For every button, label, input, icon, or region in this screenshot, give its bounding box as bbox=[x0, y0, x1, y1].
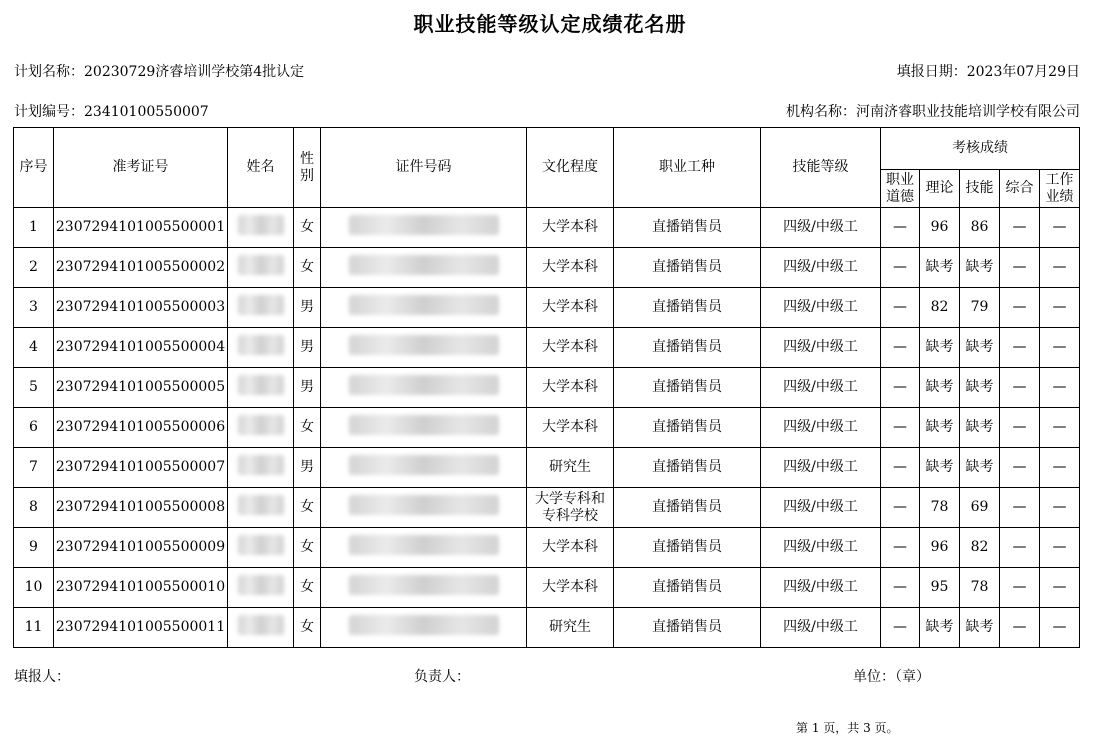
table-row bbox=[14, 448, 1080, 488]
cell-theory: 96 bbox=[920, 528, 960, 568]
cell-level: 四级/中级工 bbox=[761, 288, 881, 328]
cell-overall: — bbox=[1000, 208, 1040, 248]
header-education: 文化程度 bbox=[527, 128, 614, 208]
redacted-name bbox=[238, 615, 284, 635]
plan-number-label: 计划编号： bbox=[14, 104, 84, 120]
redacted-id bbox=[349, 215, 499, 235]
page-info: 第 1 页，共 3 页。 bbox=[796, 721, 899, 735]
cell-work: — bbox=[1040, 488, 1080, 528]
cell-name-redacted bbox=[228, 568, 294, 608]
cell-occupation: 直播销售员 bbox=[614, 568, 761, 608]
cell-theory: 82 bbox=[920, 288, 960, 328]
cell-theory: 95 bbox=[920, 568, 960, 608]
cell-work: — bbox=[1040, 608, 1080, 648]
plan-name bbox=[14, 61, 304, 81]
cell-education bbox=[527, 328, 614, 368]
plan-name-value: 20230729济睿培训学校第4批认定 bbox=[84, 64, 305, 80]
redacted-id bbox=[349, 295, 499, 315]
redacted-name bbox=[238, 415, 284, 435]
header-overall: 综合 bbox=[1000, 170, 1040, 208]
cell-seq: 8 bbox=[14, 488, 54, 528]
header-work-line2: 业绩 bbox=[1045, 188, 1074, 205]
redacted-name bbox=[238, 375, 284, 395]
cell-name-redacted bbox=[228, 208, 294, 248]
cell-gender: 男 bbox=[294, 448, 321, 488]
cell-level: 四级/中级工 bbox=[761, 408, 881, 448]
header-work bbox=[1040, 170, 1080, 208]
table-row bbox=[14, 368, 1080, 408]
cell-level: 四级/中级工 bbox=[761, 528, 881, 568]
cell-id-redacted bbox=[321, 568, 527, 608]
cell-level: 四级/中级工 bbox=[761, 248, 881, 288]
cell-skill: 缺考 bbox=[960, 248, 1000, 288]
header-skill: 技能 bbox=[960, 170, 1000, 208]
cell-skill: 69 bbox=[960, 488, 1000, 528]
header-name: 姓名 bbox=[228, 128, 294, 208]
cell-name-redacted bbox=[228, 368, 294, 408]
organization-label: 机构名称： bbox=[786, 104, 856, 120]
cell-theory: 缺考 bbox=[920, 368, 960, 408]
cell-education bbox=[527, 608, 614, 648]
cell-skill: 缺考 bbox=[960, 608, 1000, 648]
cell-overall: — bbox=[1000, 448, 1040, 488]
cell-education bbox=[527, 448, 614, 488]
cell-occupation: 直播销售员 bbox=[614, 408, 761, 448]
header-ethics-line2: 道德 bbox=[886, 188, 914, 205]
header-gender-line1: 性 bbox=[300, 150, 314, 167]
cell-occupation: 直播销售员 bbox=[614, 328, 761, 368]
cell-exam-no: 2307294101005500006 bbox=[54, 408, 228, 448]
cell-level: 四级/中级工 bbox=[761, 368, 881, 408]
cell-id-redacted bbox=[321, 208, 527, 248]
cell-ethics: — bbox=[881, 368, 920, 408]
cell-exam-no: 2307294101005500010 bbox=[54, 568, 228, 608]
cell-seq: 10 bbox=[14, 568, 54, 608]
education-line1: 大学本科 bbox=[542, 219, 598, 235]
cell-overall: — bbox=[1000, 488, 1040, 528]
fill-date bbox=[897, 61, 1080, 81]
cell-gender: 女 bbox=[294, 488, 321, 528]
education-line1: 大学本科 bbox=[542, 539, 598, 555]
table-body bbox=[14, 208, 1080, 648]
cell-exam-no: 2307294101005500004 bbox=[54, 328, 228, 368]
redacted-id bbox=[349, 455, 499, 475]
cell-work: — bbox=[1040, 208, 1080, 248]
filler-label: 填报人： bbox=[14, 669, 70, 685]
table-row bbox=[14, 248, 1080, 288]
redacted-id bbox=[349, 255, 499, 275]
cell-overall: — bbox=[1000, 248, 1040, 288]
redacted-name bbox=[238, 535, 284, 555]
cell-id-redacted bbox=[321, 408, 527, 448]
cell-occupation: 直播销售员 bbox=[614, 248, 761, 288]
cell-exam-no: 2307294101005500001 bbox=[54, 208, 228, 248]
cell-work: — bbox=[1040, 408, 1080, 448]
table-row bbox=[14, 208, 1080, 248]
cell-education bbox=[527, 248, 614, 288]
cell-exam-no: 2307294101005500011 bbox=[54, 608, 228, 648]
cell-ethics: — bbox=[881, 208, 920, 248]
table-row bbox=[14, 288, 1080, 328]
cell-id-redacted bbox=[321, 608, 527, 648]
redacted-id bbox=[349, 495, 499, 515]
document-title: 职业技能等级认定成绩花名册 bbox=[413, 12, 687, 36]
education-line1: 大学专科和 bbox=[535, 490, 605, 507]
cell-work: — bbox=[1040, 368, 1080, 408]
cell-skill: 缺考 bbox=[960, 408, 1000, 448]
plan-name-label: 计划名称： bbox=[14, 64, 84, 80]
cell-seq: 7 bbox=[14, 448, 54, 488]
redacted-name bbox=[238, 455, 284, 475]
cell-seq: 11 bbox=[14, 608, 54, 648]
cell-overall: — bbox=[1000, 288, 1040, 328]
education-line1: 大学本科 bbox=[542, 579, 598, 595]
cell-work: — bbox=[1040, 248, 1080, 288]
cell-name-redacted bbox=[228, 488, 294, 528]
cell-id-redacted bbox=[321, 328, 527, 368]
cell-ethics: — bbox=[881, 488, 920, 528]
cell-education bbox=[527, 528, 614, 568]
education-line1: 大学本科 bbox=[542, 379, 598, 395]
header-occupation: 职业工种 bbox=[614, 128, 761, 208]
cell-work: — bbox=[1040, 568, 1080, 608]
redacted-id bbox=[349, 575, 499, 595]
cell-gender: 女 bbox=[294, 608, 321, 648]
redacted-name bbox=[238, 335, 284, 355]
score-roster-table bbox=[13, 127, 1080, 648]
cell-level: 四级/中级工 bbox=[761, 488, 881, 528]
cell-education bbox=[527, 568, 614, 608]
cell-gender: 男 bbox=[294, 288, 321, 328]
cell-theory: 96 bbox=[920, 208, 960, 248]
cell-theory: 缺考 bbox=[920, 608, 960, 648]
cell-ethics: — bbox=[881, 448, 920, 488]
header-id-no: 证件号码 bbox=[321, 128, 527, 208]
cell-seq: 6 bbox=[14, 408, 54, 448]
cell-seq: 2 bbox=[14, 248, 54, 288]
cell-seq: 1 bbox=[14, 208, 54, 248]
table-row bbox=[14, 328, 1080, 368]
plan-number bbox=[14, 101, 209, 121]
cell-exam-no: 2307294101005500005 bbox=[54, 368, 228, 408]
header-work-line1: 工作 bbox=[1045, 171, 1074, 188]
fill-date-value: 2023年07月29日 bbox=[966, 64, 1080, 80]
cell-theory: 缺考 bbox=[920, 448, 960, 488]
header-gender-line2: 别 bbox=[300, 167, 314, 184]
organization bbox=[786, 101, 1080, 121]
redacted-id bbox=[349, 535, 499, 555]
cell-overall: — bbox=[1000, 408, 1040, 448]
redacted-name bbox=[238, 255, 284, 275]
cell-skill: 缺考 bbox=[960, 368, 1000, 408]
header-gender bbox=[294, 128, 321, 208]
cell-overall: — bbox=[1000, 528, 1040, 568]
cell-gender: 女 bbox=[294, 528, 321, 568]
redacted-id bbox=[349, 415, 499, 435]
cell-ethics: — bbox=[881, 568, 920, 608]
cell-work: — bbox=[1040, 288, 1080, 328]
table-row bbox=[14, 408, 1080, 448]
redacted-name bbox=[238, 575, 284, 595]
cell-id-redacted bbox=[321, 528, 527, 568]
cell-work: — bbox=[1040, 528, 1080, 568]
cell-name-redacted bbox=[228, 288, 294, 328]
cell-name-redacted bbox=[228, 528, 294, 568]
table-row bbox=[14, 528, 1080, 568]
cell-work: — bbox=[1040, 328, 1080, 368]
responsible-label: 负责人： bbox=[414, 669, 470, 685]
cell-ethics: — bbox=[881, 288, 920, 328]
cell-occupation: 直播销售员 bbox=[614, 528, 761, 568]
cell-occupation: 直播销售员 bbox=[614, 608, 761, 648]
cell-seq: 9 bbox=[14, 528, 54, 568]
cell-theory: 78 bbox=[920, 488, 960, 528]
cell-skill: 86 bbox=[960, 208, 1000, 248]
cell-gender: 女 bbox=[294, 208, 321, 248]
cell-ethics: — bbox=[881, 248, 920, 288]
redacted-id bbox=[349, 615, 499, 635]
education-line1: 大学本科 bbox=[542, 299, 598, 315]
header-ethics bbox=[881, 170, 920, 208]
cell-occupation: 直播销售员 bbox=[614, 488, 761, 528]
redacted-id bbox=[349, 375, 499, 395]
cell-skill: 78 bbox=[960, 568, 1000, 608]
redacted-name bbox=[238, 495, 284, 515]
organization-value: 河南济睿职业技能培训学校有限公司 bbox=[856, 104, 1080, 120]
education-line2: 专科学校 bbox=[542, 507, 598, 524]
cell-gender: 男 bbox=[294, 328, 321, 368]
education-line1: 研究生 bbox=[549, 459, 591, 475]
cell-seq: 4 bbox=[14, 328, 54, 368]
cell-name-redacted bbox=[228, 408, 294, 448]
header-theory: 理论 bbox=[920, 170, 960, 208]
cell-level: 四级/中级工 bbox=[761, 448, 881, 488]
redacted-id bbox=[349, 335, 499, 355]
cell-level: 四级/中级工 bbox=[761, 328, 881, 368]
cell-education bbox=[527, 208, 614, 248]
cell-exam-no: 2307294101005500009 bbox=[54, 528, 228, 568]
table-row bbox=[14, 488, 1080, 528]
cell-theory: 缺考 bbox=[920, 328, 960, 368]
cell-theory: 缺考 bbox=[920, 248, 960, 288]
cell-ethics: — bbox=[881, 328, 920, 368]
cell-education bbox=[527, 368, 614, 408]
cell-gender: 女 bbox=[294, 248, 321, 288]
header-level: 技能等级 bbox=[761, 128, 881, 208]
cell-name-redacted bbox=[228, 328, 294, 368]
cell-ethics: — bbox=[881, 408, 920, 448]
education-line1: 大学本科 bbox=[542, 419, 598, 435]
cell-id-redacted bbox=[321, 288, 527, 328]
header-ethics-line1: 职业 bbox=[886, 171, 914, 188]
cell-level: 四级/中级工 bbox=[761, 608, 881, 648]
header-seq: 序号 bbox=[14, 128, 54, 208]
cell-id-redacted bbox=[321, 448, 527, 488]
cell-id-redacted bbox=[321, 248, 527, 288]
education-line1: 研究生 bbox=[549, 619, 591, 635]
cell-occupation: 直播销售员 bbox=[614, 208, 761, 248]
redacted-name bbox=[238, 295, 284, 315]
cell-education bbox=[527, 408, 614, 448]
cell-level: 四级/中级工 bbox=[761, 208, 881, 248]
cell-gender: 女 bbox=[294, 408, 321, 448]
cell-overall: — bbox=[1000, 568, 1040, 608]
cell-name-redacted bbox=[228, 608, 294, 648]
cell-seq: 5 bbox=[14, 368, 54, 408]
cell-ethics: — bbox=[881, 528, 920, 568]
cell-occupation: 直播销售员 bbox=[614, 368, 761, 408]
table-row bbox=[14, 568, 1080, 608]
redacted-name bbox=[238, 215, 284, 235]
cell-seq: 3 bbox=[14, 288, 54, 328]
plan-number-value: 23410100550007 bbox=[84, 104, 209, 120]
cell-skill: 缺考 bbox=[960, 448, 1000, 488]
cell-exam-no: 2307294101005500003 bbox=[54, 288, 228, 328]
cell-id-redacted bbox=[321, 368, 527, 408]
header-exam-no: 准考证号 bbox=[54, 128, 228, 208]
cell-level: 四级/中级工 bbox=[761, 568, 881, 608]
cell-ethics: — bbox=[881, 608, 920, 648]
cell-skill: 缺考 bbox=[960, 328, 1000, 368]
cell-exam-no: 2307294101005500002 bbox=[54, 248, 228, 288]
cell-overall: — bbox=[1000, 368, 1040, 408]
cell-occupation: 直播销售员 bbox=[614, 448, 761, 488]
education-line1: 大学本科 bbox=[542, 259, 598, 275]
cell-skill: 79 bbox=[960, 288, 1000, 328]
education-line1: 大学本科 bbox=[542, 339, 598, 355]
fill-date-label: 填报日期： bbox=[896, 64, 967, 80]
header-scores: 考核成绩 bbox=[881, 128, 1080, 170]
cell-name-redacted bbox=[228, 248, 294, 288]
cell-occupation: 直播销售员 bbox=[614, 288, 761, 328]
cell-work: — bbox=[1040, 448, 1080, 488]
cell-exam-no: 2307294101005500008 bbox=[54, 488, 228, 528]
cell-skill: 82 bbox=[960, 528, 1000, 568]
cell-education bbox=[527, 288, 614, 328]
cell-name-redacted bbox=[228, 448, 294, 488]
cell-gender: 女 bbox=[294, 568, 321, 608]
cell-overall: — bbox=[1000, 328, 1040, 368]
cell-overall: — bbox=[1000, 608, 1040, 648]
cell-gender: 男 bbox=[294, 368, 321, 408]
cell-exam-no: 2307294101005500007 bbox=[54, 448, 228, 488]
table-row bbox=[14, 608, 1080, 648]
cell-theory: 缺考 bbox=[920, 408, 960, 448]
unit-seal-label: 单位：（章） bbox=[853, 669, 930, 685]
cell-id-redacted bbox=[321, 488, 527, 528]
cell-education bbox=[527, 488, 614, 528]
